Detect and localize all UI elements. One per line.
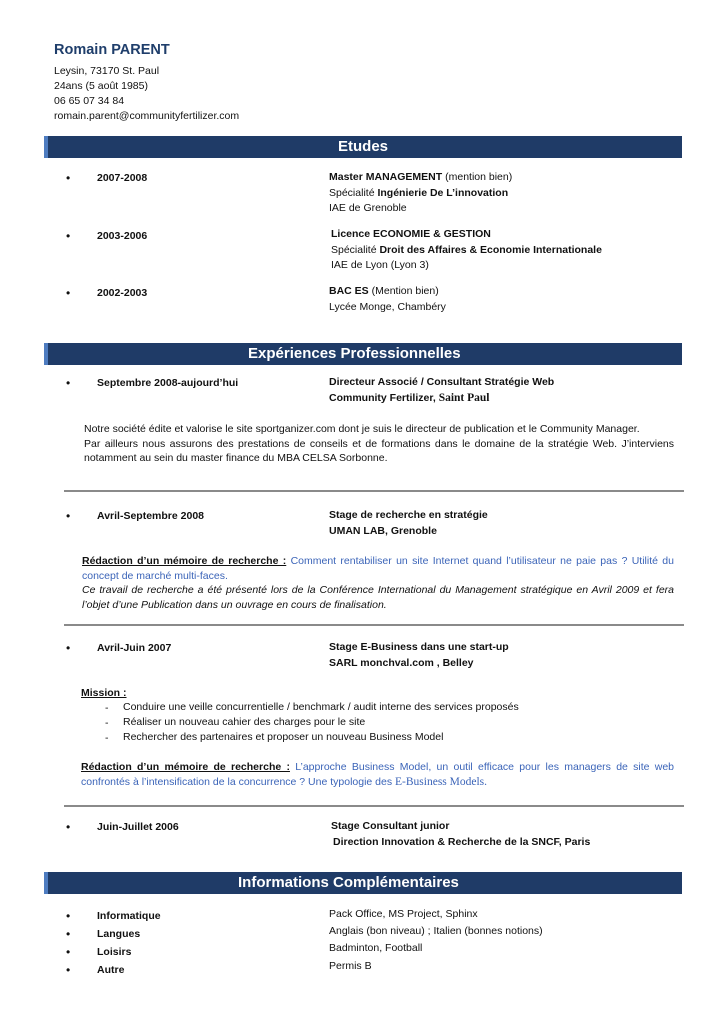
- dash-marker: -: [105, 717, 109, 729]
- bullet-icon: •: [66, 509, 71, 523]
- exp-2-memo-label: Rédaction d’un mémoire de recherche :: [82, 555, 287, 567]
- exp-4-period: Juin-Juillet 2006: [97, 821, 179, 833]
- bullet-icon: •: [66, 909, 71, 923]
- exp-3-memo-title-end: E-Business Models.: [395, 775, 488, 788]
- bullet-icon: •: [66, 376, 71, 390]
- etude-1-spec-prefix: Spécialité: [329, 186, 378, 199]
- etude-3-mention: (Mention bien): [368, 285, 439, 297]
- bullet-icon: •: [66, 641, 71, 655]
- age: 24ans (5 août 1985): [54, 80, 148, 92]
- exp-2-company: UMAN LAB, Grenoble: [329, 524, 437, 537]
- exp-3-title: Stage E-Business dans une start-up: [329, 641, 509, 653]
- exp-4-title: Stage Consultant junior: [331, 820, 450, 832]
- exp-1-period: Septembre 2008-aujourd’hui: [97, 377, 239, 389]
- dash-marker: -: [105, 732, 109, 744]
- etude-3-school: Lycée Monge, Chambéry: [329, 300, 446, 313]
- etude-3-years: 2002-2003: [97, 287, 148, 299]
- bullet-icon: •: [66, 229, 71, 243]
- info-label-loisirs: Loisirs: [97, 946, 132, 958]
- separator-line: [64, 805, 684, 807]
- section-title-infos: Informations Complémentaires: [238, 874, 459, 891]
- exp-3-role: [329, 640, 509, 671]
- bullet-icon: •: [66, 171, 71, 185]
- exp-1-company-place: Saint Paul: [438, 391, 490, 404]
- section-banner-etudes: [44, 136, 682, 158]
- info-value-informatique: Pack Office, MS Project, Sphinx: [329, 908, 478, 920]
- etude-1-school: IAE de Grenoble: [329, 202, 407, 214]
- exp-3-period: Avril-Juin 2007: [97, 642, 172, 654]
- exp-4-company: Direction Innovation & Recherche de la SNCF, Paris: [333, 835, 591, 848]
- exp-2-memo-note: Ce travail de recherche a été présenté lors de la Conférence International du Management stratégique en Avril 2009 et fera l’objet d’une Publication dans un ouvrage en cours de finalisation.: [82, 584, 674, 611]
- exp-1-company: Community Fertilizer,: [329, 391, 439, 404]
- exp-1-role: [329, 375, 554, 406]
- etude-2-years: 2003-2006: [97, 230, 148, 242]
- separator-line: [64, 624, 684, 626]
- bullet-icon: •: [66, 820, 71, 834]
- info-value-langues: Anglais (bon niveau) ; Italien (bonnes notions): [329, 925, 543, 937]
- exp-3-memo-title: L’approche Business Model, un outil efficace pour les managers de site web confrontés à l’intensification de la concurrence ? Une typologie des: [81, 761, 675, 788]
- etude-2-spec-prefix: Spécialité: [331, 243, 380, 256]
- exp-1-desc-2: Par ailleurs nous assurons des prestations de conseils et de formations dans le domaine de la stratégie Web. J’interviens notamment au sein du master finance du MBA CELSA Sorbonne.: [84, 437, 674, 464]
- section-banner-infos: [44, 872, 682, 894]
- etude-1-years: 2007-2008: [97, 172, 148, 184]
- exp-1-description: [84, 422, 674, 466]
- exp-3-mission-label: Mission :: [81, 687, 127, 699]
- exp-3-memo-label: Rédaction d’un mémoire de recherche :: [81, 761, 290, 773]
- etude-1-mention: (mention bien): [442, 171, 513, 183]
- exp-2-memo-title: Comment rentabiliser un site Internet quand l’utilisateur ne paie pas ? Utilité du concept de marché multi-faces.: [82, 555, 674, 582]
- bullet-icon: •: [66, 927, 71, 941]
- exp-3-memo: [81, 760, 674, 789]
- separator-line: [64, 490, 684, 492]
- info-value-loisirs: Badminton, Football: [329, 942, 423, 954]
- exp-3-mission-2: Réaliser un nouveau cahier des charges pour le site: [123, 716, 366, 728]
- contact-block: [54, 64, 239, 124]
- candidate-name: Romain PARENT: [54, 42, 170, 58]
- section-banner-experiences: [44, 343, 682, 365]
- address: Leysin, 73170 St. Paul: [54, 65, 160, 77]
- bullet-icon: •: [66, 945, 71, 959]
- dash-marker: -: [105, 702, 109, 714]
- info-label-langues: Langues: [97, 928, 141, 940]
- exp-1-title: Directeur Associé / Consultant Stratégie Web: [329, 376, 555, 388]
- info-value-autre: Permis B: [329, 960, 372, 972]
- info-label-informatique: Informatique: [97, 910, 161, 922]
- etude-2-school: IAE de Lyon (Lyon 3): [331, 259, 429, 271]
- section-title-etudes: Etudes: [338, 138, 389, 155]
- etude-2-details: [331, 227, 602, 274]
- exp-1-desc-1: Notre société édite et valorise le site sportganizer.com dont je suis le directeur de publication et le Community Manager.: [84, 423, 640, 435]
- exp-2-title: Stage de recherche en stratégie: [329, 509, 488, 521]
- exp-3-mission-3: Rechercher des partenaires et proposer un nouveau Business Model: [123, 731, 444, 743]
- etude-1-details: [329, 170, 512, 217]
- exp-3-company: SARL monchval.com , Belley: [329, 656, 474, 669]
- phone: 06 65 07 34 84: [54, 95, 125, 107]
- info-label-autre: Autre: [97, 964, 125, 976]
- exp-3-mission-1: Conduire une veille concurrentielle / benchmark / audit interne des services proposés: [123, 701, 519, 713]
- exp-2-role: [329, 508, 488, 539]
- section-title-experiences: Expériences Professionnelles: [248, 345, 461, 362]
- bullet-icon: •: [66, 286, 71, 300]
- bullet-icon: •: [66, 963, 71, 977]
- email: romain.parent@communityfertilizer.com: [54, 110, 240, 122]
- etude-2-degree: Licence ECONOMIE & GESTION: [331, 228, 491, 240]
- etude-2-spec: Droit des Affaires & Economie Internationale: [379, 243, 602, 256]
- exp-2-description: [82, 554, 674, 612]
- etude-1-spec: Ingénierie De L’innovation: [377, 186, 509, 199]
- etude-3-degree: BAC ES: [329, 285, 369, 297]
- exp-4-role: [331, 819, 590, 850]
- etude-1-degree: Master MANAGEMENT: [329, 171, 443, 183]
- exp-2-period: Avril-Septembre 2008: [97, 510, 204, 522]
- etude-3-details: [329, 284, 446, 315]
